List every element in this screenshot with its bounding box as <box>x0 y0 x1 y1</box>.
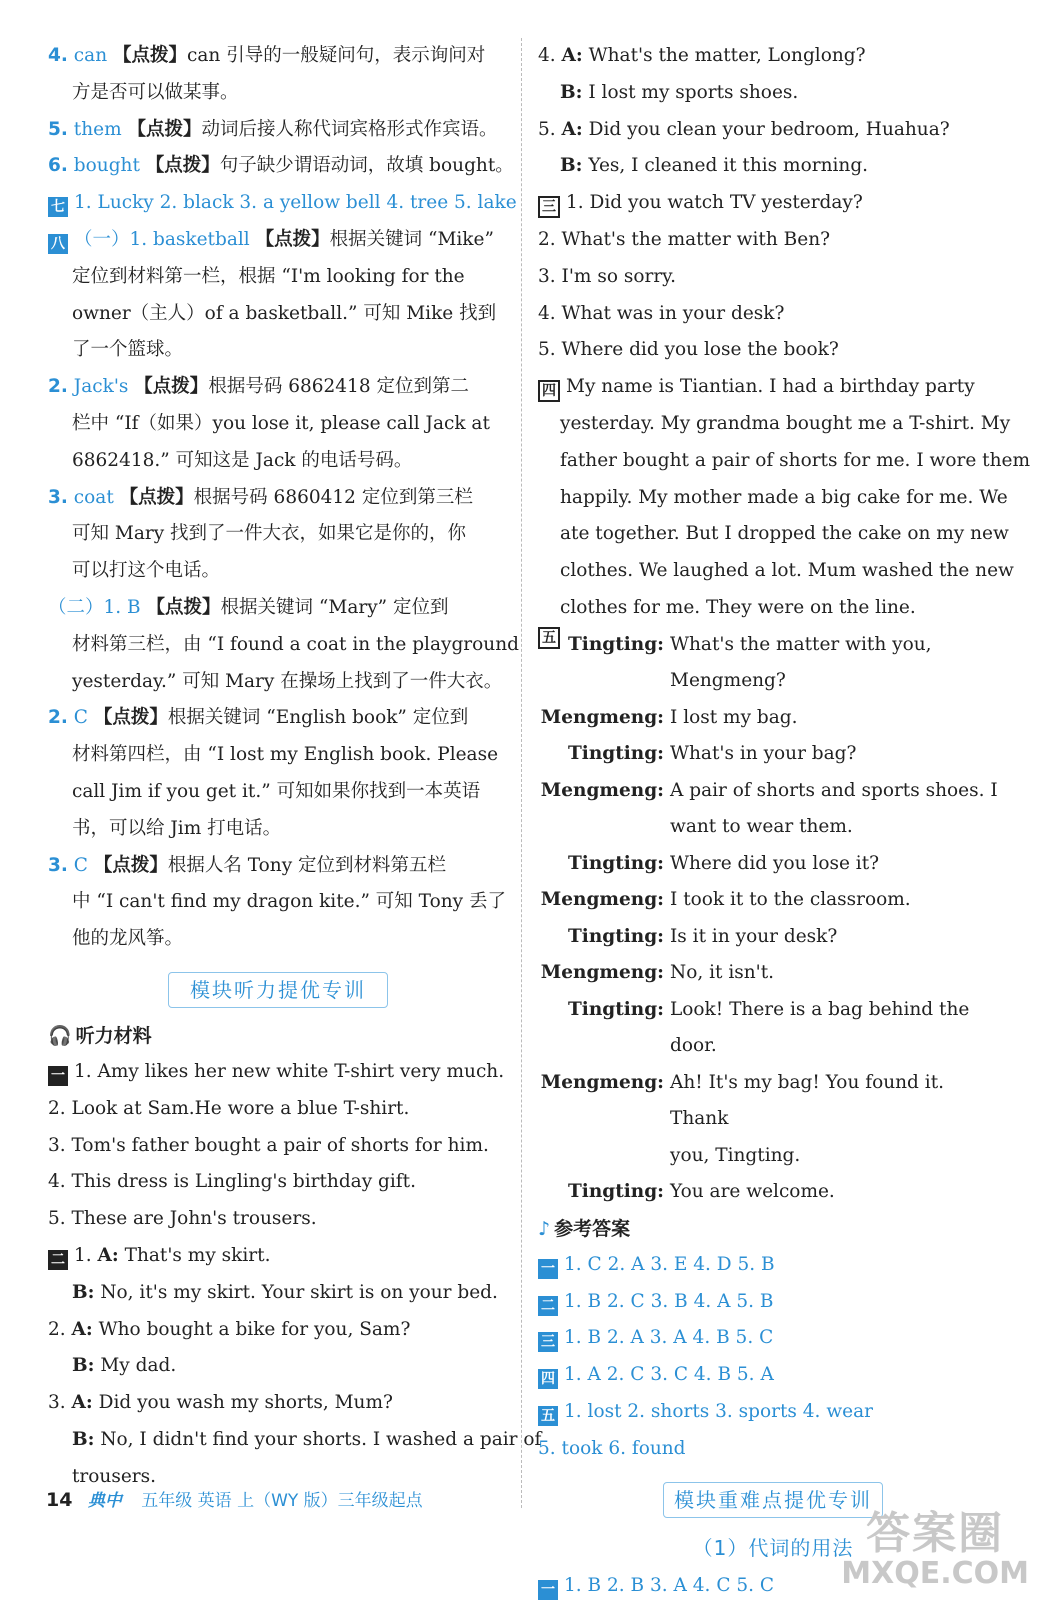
line-text: happily. My mother made a big cake for me. We <box>560 486 1008 508</box>
answer-value: （二）1. B <box>48 596 141 618</box>
line-text: father bought a pair of shorts for me. I wore them <box>560 449 1030 471</box>
speaker-letter: A: <box>71 1318 93 1340</box>
left-column <box>48 38 542 1495</box>
line-text: trousers. <box>72 1465 156 1487</box>
dialogue-text: What's the matter with you, Mengmeng? <box>670 633 932 692</box>
answer-line <box>48 406 508 443</box>
answer-key-text: 1. lost 2. shorts 3. sports 4. wear <box>564 1400 873 1422</box>
section-banner: 模块重难点提优专训 <box>663 1482 883 1518</box>
speaker-label: Mengmeng: <box>540 962 664 984</box>
listening-line <box>48 1348 508 1385</box>
answer-line <box>48 516 508 553</box>
speaker-name <box>538 809 664 846</box>
listening-line <box>538 112 1008 149</box>
speaker-name <box>538 992 664 1065</box>
line-text: 4. A: What's the matter, Longlong? <box>538 45 866 66</box>
listening-line <box>48 1275 508 1312</box>
item-number: 2. <box>48 707 68 729</box>
hint-tag: 【点拨】 <box>113 45 188 66</box>
answer-line <box>48 774 508 811</box>
listening-line <box>538 75 1008 112</box>
section-number-box: 八 <box>48 234 68 254</box>
listening-line <box>538 38 1008 75</box>
line-text: call Jim if you get it.” 可知如果你找到一本英语 <box>72 780 481 802</box>
dialogue-line <box>538 846 1008 883</box>
item-number: 4. <box>48 45 68 66</box>
line-text: 栏中 “If（如果）you lose it, please call Jack at <box>72 412 490 434</box>
line-text: 书，可以给 Jim 打电话。 <box>72 817 282 839</box>
line-text: 2. Look at Sam.He wore a blue T-shirt. <box>48 1097 410 1119</box>
answer-line <box>48 848 508 885</box>
speaker-letter: A: <box>561 45 583 66</box>
listening-line <box>538 296 1008 333</box>
dialogue-line <box>538 809 1008 846</box>
speaker-letter: A: <box>97 1244 119 1266</box>
listening-line <box>48 1128 508 1165</box>
answer-line <box>48 811 508 848</box>
dialogue-text: Is it in your desk? <box>670 925 838 947</box>
section-number-box: 五 <box>538 627 560 649</box>
answer-key-text: 1. B 2. A 3. A 4. B 5. C <box>564 1327 774 1349</box>
listening-line <box>48 1385 508 1422</box>
line-text: 2. What's the matter with Ben? <box>538 228 831 250</box>
listening-line <box>538 516 1008 553</box>
line-text: 1. Did you watch TV yesterday? <box>566 192 863 214</box>
item-number: 3. <box>48 486 68 508</box>
hint-tag: 【点拨】 <box>145 155 220 177</box>
section-number-box: 二 <box>48 1250 68 1270</box>
line-text: 句子缺少谓语动词，故填 bought。 <box>219 155 514 177</box>
answer-line <box>48 480 508 517</box>
section-number-box: 二 <box>538 1296 558 1316</box>
line-text: 5. Where did you lose the book? <box>538 339 839 361</box>
hint-tag: 【点拨】 <box>119 486 194 508</box>
dialogue-text: No, it isn't. <box>670 962 775 984</box>
answer-line <box>48 112 508 149</box>
section-number-box: 三 <box>538 1332 558 1352</box>
listening-title <box>48 1018 508 1054</box>
line-text: My name is Tiantian. I had a birthday party <box>566 376 975 398</box>
item-number: 3. <box>48 854 68 876</box>
hint-tag: 【点拨】 <box>255 228 330 250</box>
dialogue-line <box>538 919 1008 956</box>
dialogue-line <box>538 773 1008 810</box>
speaker-name <box>538 919 664 956</box>
speaker-label: Tingting: <box>568 1181 664 1203</box>
listening-line <box>538 480 1008 517</box>
line-text: ate together. But I dropped the cake on my new <box>560 523 1009 545</box>
dialogue-text: you, Tingting. <box>670 1144 801 1166</box>
listening-line <box>538 443 1030 480</box>
dialogue-line <box>538 1138 1008 1175</box>
answer-value: 1. Lucky 2. black 3. a yellow bell 4. tree 5. lake <box>74 192 517 214</box>
line-text: 3. Tom's father bought a pair of shorts for him. <box>48 1134 489 1156</box>
speaker-letter: B: <box>560 155 583 177</box>
answer-line <box>48 259 508 296</box>
answer-line <box>48 38 508 75</box>
answer-line <box>48 332 508 369</box>
dialogue-text: I lost my bag. <box>670 706 798 728</box>
speaker-letter: B: <box>560 81 583 103</box>
item-number: 6. <box>48 155 68 177</box>
answer-value: Jack's <box>73 376 129 398</box>
line-text: 根据关键词 “Mary” 定位到 <box>220 596 449 618</box>
dialogue-line <box>538 736 1008 773</box>
line-text: 3. A: Did you wash my shorts, Mum? <box>48 1392 393 1414</box>
dialogue-text: Look! There is a bag behind the door. <box>670 998 970 1057</box>
line-text: 3. I'm so sorry. <box>538 265 677 287</box>
subheading: （1）代词的用法 <box>692 1535 854 1560</box>
page-footer <box>46 1486 423 1511</box>
listening-line <box>48 1422 542 1459</box>
note-icon: ♪ <box>538 1217 551 1240</box>
answer-key-text: 1. B 2. C 3. B 4. A 5. B <box>564 1290 774 1312</box>
speaker-label: Tingting: <box>568 743 664 765</box>
line-text: 4. This dress is Lingling's birthday gift. <box>48 1171 416 1193</box>
speaker-name <box>538 1065 664 1138</box>
item-number: 2. <box>48 376 68 398</box>
answer-line <box>48 590 508 627</box>
line-text: 材料第四栏，由 “I lost my English book. Please <box>72 744 499 766</box>
watermark <box>841 1510 1029 1590</box>
speaker-name <box>538 1138 664 1175</box>
dialogue-line <box>538 1065 1008 1138</box>
dialogue-line <box>538 1174 1008 1211</box>
speaker-letter: B: <box>72 1428 95 1450</box>
speaker-label: Mengmeng: <box>540 779 664 801</box>
speaker-label: Tingting: <box>568 633 664 655</box>
answer-key-line <box>538 1357 1008 1394</box>
answer-line <box>48 222 508 259</box>
hint-tag: 【点拨】 <box>93 854 168 876</box>
listening-line <box>48 1054 508 1091</box>
speaker-name <box>538 736 664 773</box>
hint-tag: 【点拨】 <box>127 118 202 140</box>
line-text: clothes for me. They were on the line. <box>560 596 916 618</box>
speaker-label: Mengmeng: <box>540 889 664 911</box>
line-text: 材料第三栏，由 “I found a coat in the playground <box>72 633 519 655</box>
line-text: 可知 Mary 找到了一件大衣，如果它是你的，你 <box>72 523 467 545</box>
listening-line <box>48 1091 508 1128</box>
answer-line <box>48 627 519 664</box>
dialogue-text: want to wear them. <box>670 816 853 838</box>
item-number: 5. <box>48 118 68 140</box>
answers-title <box>538 1211 1008 1247</box>
dialogue-line <box>538 992 1008 1065</box>
line-text: 根据号码 6862418 定位到第二 <box>208 376 469 398</box>
speaker-label: Mengmeng: <box>540 1071 664 1093</box>
line-text: 根据关键词 “Mike” <box>329 228 494 250</box>
answer-key-line <box>538 1394 1008 1431</box>
listening-line <box>48 1164 508 1201</box>
speaker-letter: B: <box>72 1355 95 1377</box>
line-text: 他的龙风筝。 <box>72 928 184 950</box>
dialogue-line <box>538 955 1008 992</box>
answer-key-line <box>538 1247 1008 1284</box>
dialogue-text: Ah! It's my bag! You found it. Thank <box>670 1071 945 1130</box>
answer-line <box>48 75 508 112</box>
speaker-label: Tingting: <box>568 852 664 874</box>
listening-line <box>48 1238 508 1275</box>
answer-line <box>48 700 508 737</box>
answer-value: C <box>73 707 88 729</box>
line-text: 1. A: That's my skirt. <box>74 1244 271 1266</box>
section-banner: 模块听力提优专训 <box>168 972 388 1008</box>
listening-line <box>48 1201 508 1238</box>
listening-line <box>538 406 1011 443</box>
answer-value: can <box>73 45 108 66</box>
answer-line <box>48 921 508 958</box>
section-number-box: 一 <box>538 1259 558 1279</box>
answers-title-text: 参考答案 <box>554 1217 631 1240</box>
line-text: yesterday.” 可知 Mary 在操场上找到了一件大衣。 <box>72 670 503 692</box>
section-number-box: 三 <box>538 196 560 218</box>
answer-line <box>48 148 514 185</box>
dialogue-line <box>538 700 1008 737</box>
line-text: 根据关键词 “English book” 定位到 <box>167 707 469 729</box>
answer-value: C <box>73 854 88 876</box>
dialogue-text: Where did you lose it? <box>670 852 880 874</box>
line-text: 4. What was in your desk? <box>538 302 785 324</box>
listening-line <box>48 1312 508 1349</box>
section-number-box: 一 <box>538 1580 558 1600</box>
watermark-line2: MXQE.COM <box>841 1556 1029 1591</box>
section-number-box: 四 <box>538 380 560 402</box>
right-column <box>538 38 1030 1604</box>
line-text: 了一个篮球。 <box>72 339 184 361</box>
dialogue-line <box>538 882 1008 919</box>
listening-line <box>538 590 1008 627</box>
listening-line <box>538 369 1008 406</box>
answer-key-text: 1. A 2. C 3. C 4. B 5. A <box>564 1364 774 1386</box>
answer-line <box>48 296 508 333</box>
line-text: 定位到材料第一栏，根据 “I'm looking for the <box>72 265 465 287</box>
brand-logo: 典中 <box>87 1491 122 1511</box>
section-number-box: 七 <box>48 197 68 217</box>
answer-key-text: 1. B 2. B 3. A 4. C 5. C <box>564 1574 775 1596</box>
hint-tag: 【点拨】 <box>134 376 209 398</box>
line-text: 可以打这个电话。 <box>72 560 221 582</box>
answer-line <box>48 185 517 222</box>
column-divider <box>521 38 522 1508</box>
listening-line <box>538 148 1008 185</box>
speaker-name <box>538 882 664 919</box>
listening-title-text: 听力材料 <box>75 1024 152 1047</box>
line-text: 根据号码 6860412 定位到第三栏 <box>193 486 473 508</box>
line-text: 中 “I can't find my dragon kite.” 可知 Tony 丢了 <box>72 891 506 913</box>
line-text: 根据人名 Tony 定位到材料第五栏 <box>167 854 447 876</box>
answer-key-line <box>538 1320 1008 1357</box>
line-text: B: My dad. <box>72 1355 177 1377</box>
listening-line <box>538 222 1008 259</box>
speaker-name <box>538 700 664 737</box>
line-text: can 引导的一般疑问句，表示询问对 <box>187 45 486 66</box>
line-text: yesterday. My grandma bought me a T-shirt. My <box>560 412 1011 434</box>
speaker-name <box>538 773 664 810</box>
answer-value: coat <box>73 486 114 508</box>
line-text: 5. These are John's trousers. <box>48 1208 317 1230</box>
speaker-letter: B: <box>72 1281 95 1303</box>
answer-line <box>48 884 508 921</box>
section-number-box: 一 <box>48 1066 68 1086</box>
listening-line <box>538 332 1008 369</box>
listening-line <box>538 185 1008 222</box>
answer-key-line <box>538 1284 1008 1321</box>
answer-line <box>48 553 508 590</box>
section-number-box: 四 <box>538 1369 558 1389</box>
line-text: 方是否可以做某事。 <box>72 81 239 103</box>
dialogue-text: You are welcome. <box>670 1181 835 1203</box>
answer-value: （一）1. basketball <box>74 228 250 250</box>
line-text: 6862418.” 可知这是 Jack 的电话号码。 <box>72 449 413 471</box>
answer-key-text: 1. C 2. A 3. E 4. D 5. B <box>564 1253 775 1275</box>
hint-tag: 【点拨】 <box>146 596 221 618</box>
line-text: 2. A: Who bought a bike for you, Sam? <box>48 1318 411 1340</box>
page-number: 14 <box>46 1489 73 1511</box>
dialogue-line <box>538 627 1008 700</box>
answer-value: them <box>73 118 122 140</box>
line-text: clothes. We laughed a lot. Mum washed the new <box>560 560 1014 582</box>
speaker-letter: A: <box>561 118 583 140</box>
line-text: 1. Amy likes her new white T-shirt very much. <box>74 1060 505 1082</box>
watermark-line1: 答案圈 <box>866 1508 1005 1559</box>
answer-line <box>48 737 508 774</box>
dialogue-text: I took it to the classroom. <box>670 889 911 911</box>
speaker-label: Tingting: <box>568 925 664 947</box>
answer-key-text: 5. took 6. found <box>538 1437 686 1459</box>
speaker-name <box>538 627 664 700</box>
speaker-label: Mengmeng: <box>540 706 664 728</box>
answer-line <box>48 664 508 701</box>
dialogue-text: What's in your bag? <box>670 743 857 765</box>
speaker-name <box>538 1174 664 1211</box>
footer-subtitle: 五年级 英语 上（WY 版）三年级起点 <box>141 1491 423 1511</box>
line-text: B: No, I didn't find your shorts. I washed a pair of <box>72 1428 542 1450</box>
section-number-box: 五 <box>538 1406 558 1426</box>
speaker-label: Tingting: <box>568 998 664 1020</box>
line-text: B: I lost my sports shoes. <box>560 81 799 103</box>
hint-tag: 【点拨】 <box>93 707 168 729</box>
line-text: owner（主人）of a basketball.” 可知 Mike 找到 <box>72 302 497 324</box>
line-text: B: Yes, I cleaned it this morning. <box>560 155 869 177</box>
answer-key-line <box>538 1431 1008 1468</box>
listening-line <box>538 259 1008 296</box>
headphones-icon: 🎧 <box>48 1024 72 1047</box>
dialogue-text: A pair of shorts and sports shoes. I <box>670 779 998 801</box>
line-text: B: No, it's my skirt. Your skirt is on your bed. <box>72 1281 498 1303</box>
speaker-letter: A: <box>71 1392 93 1414</box>
answer-line <box>48 369 508 406</box>
answer-value: bought <box>73 155 140 177</box>
answer-line <box>48 443 508 480</box>
line-text: 5. A: Did you clean your bedroom, Huahua? <box>538 118 950 140</box>
listening-line <box>538 553 1014 590</box>
speaker-name <box>538 846 664 883</box>
line-text: 动词后接人称代词宾格形式作宾语。 <box>201 118 498 140</box>
speaker-name <box>538 955 664 992</box>
